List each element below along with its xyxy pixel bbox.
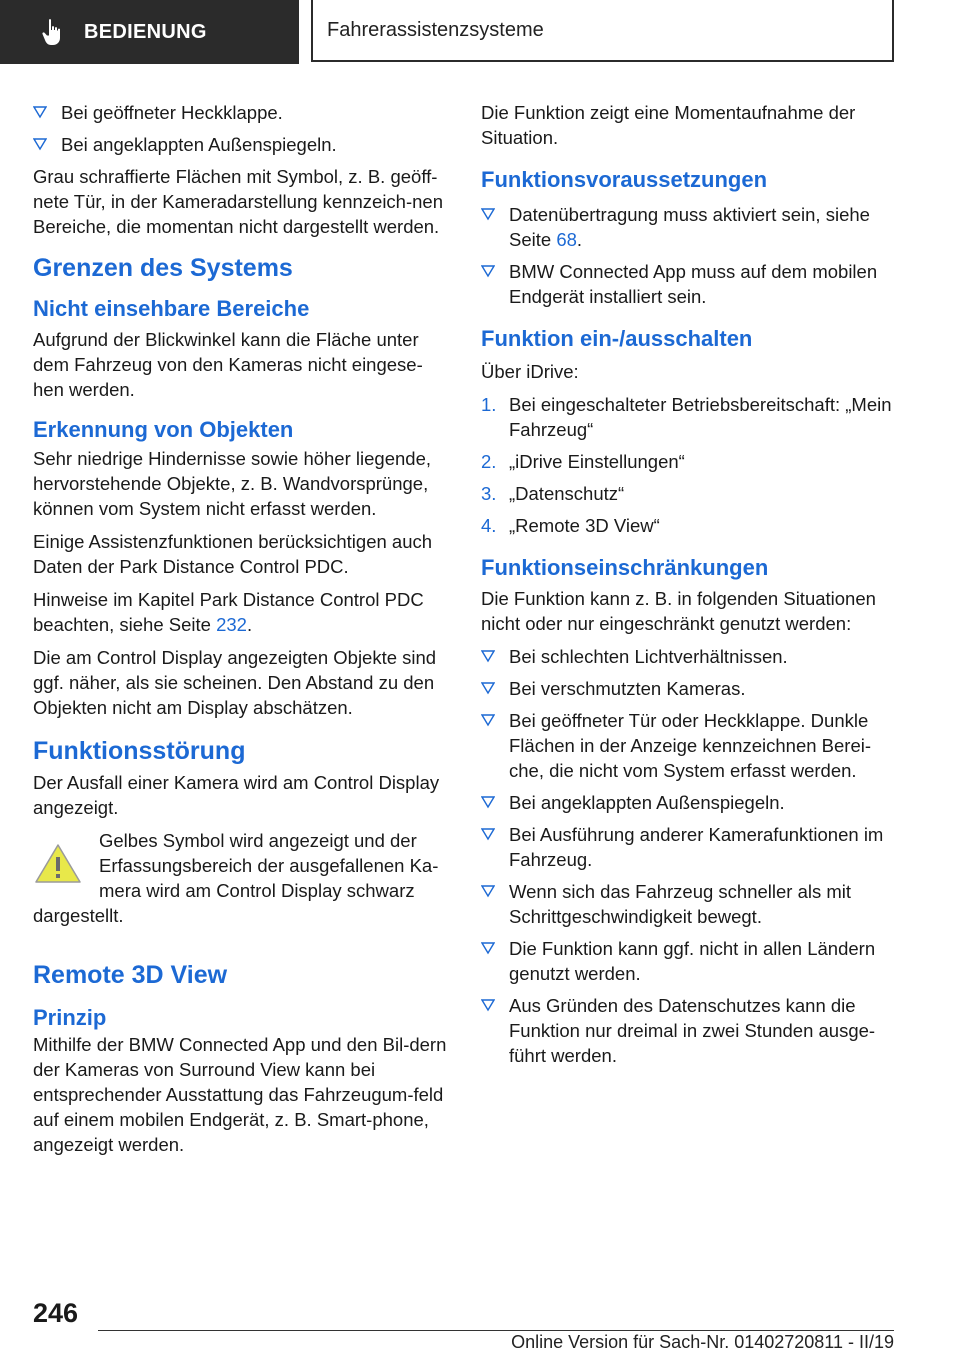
- list-item: Bei verschmutzten Kameras.: [481, 676, 899, 701]
- left-column: [33, 100, 449, 1165]
- triangle-bullet-icon: [481, 884, 495, 898]
- list-item: BMW Connected App muss auf dem mobilen Endgerät installiert sein.: [481, 259, 899, 309]
- triangle-bullet-icon: [481, 827, 495, 841]
- chapter-label: BEDIENUNG: [84, 20, 207, 43]
- list-item: Datenübertragung muss aktiviert sein, siehe Seite 68.: [481, 202, 899, 252]
- hand-pointer-icon: [40, 18, 66, 46]
- paragraph: Grau schraffierte Flächen mit Symbol, z. B. geöff-nete Tür, in der Kameradarstellung kennzeich-nen Bereiche, die momentan nicht dargestellt werden.: [33, 166, 443, 237]
- chapter-tab[interactable]: [0, 0, 299, 64]
- warning-box: [33, 828, 449, 928]
- triangle-bullet-icon: [481, 207, 495, 221]
- warning-triangle-icon: [33, 842, 83, 886]
- triangle-bullet-icon: [481, 713, 495, 727]
- warning-text-tail: dargestellt.: [33, 905, 124, 926]
- footer-version: Online Version für Sach-Nr. 01402720811 - II/19: [511, 1332, 894, 1352]
- top-bullet-list: [33, 100, 449, 157]
- page-link-68[interactable]: 68: [556, 229, 577, 250]
- section-label: Fahrerassistenzsysteme: [327, 18, 544, 41]
- list-item: Aus Gründen des Datenschutzes kann die Funktion nur dreimal in zwei Stunden ausge-führt werden.: [481, 993, 899, 1068]
- page-header: [0, 0, 960, 66]
- page-link-232[interactable]: 232: [216, 614, 247, 635]
- list-item: Bei schlechten Lichtverhältnissen.: [481, 644, 899, 669]
- triangle-bullet-icon: [481, 795, 495, 809]
- triangle-bullet-icon: [481, 681, 495, 695]
- triangle-bullet-icon: [481, 264, 495, 278]
- triangle-bullet-icon: [33, 137, 47, 151]
- limitations-list: [481, 644, 899, 1068]
- heading-remote-3d-view: Remote 3D View: [33, 961, 228, 989]
- list-item: Wenn sich das Fahrzeug schneller als mit Schrittgeschwindigkeit bewegt.: [481, 879, 899, 929]
- paragraph: Sehr niedrige Hindernisse sowie höher liegende, hervorstehende Objekte, z. B. Wandvorsprünge, können vom System nicht erfasst werden.: [33, 448, 431, 519]
- paragraph: Die am Control Display angezeigten Objekte sind ggf. näher, als sie scheinen. Den Abstand zu den Objekten nicht am Display abschätzen.: [33, 647, 437, 718]
- paragraph: Hinweise im Kapitel Park Distance Control PDC beachten, siehe Seite 232.: [33, 589, 424, 635]
- triangle-bullet-icon: [481, 941, 495, 955]
- paragraph: Die Funktion zeigt eine Momentaufnahme der Situation.: [481, 102, 856, 148]
- triangle-bullet-icon: [481, 998, 495, 1012]
- heading-grenzen: Grenzen des Systems: [33, 254, 293, 282]
- steps-list: [481, 392, 899, 538]
- heading-funktionsstoerung: Funktionsstörung: [33, 737, 246, 765]
- heading-funktionsvoraussetzungen: Funktionsvoraussetzungen: [481, 167, 768, 192]
- paragraph: Die Funktion kann z. B. in folgenden Situationen nicht oder nur eingeschränkt genutzt werden:: [481, 588, 876, 634]
- warning-text: Gelbes Symbol wird angezeigt und der Erfassungsbereich der ausgefallenen Ka-mera wird am Control Display schwarz: [99, 830, 439, 901]
- paragraph: Über iDrive:: [481, 361, 579, 382]
- list-item: Bei geöffneter Tür oder Heckklappe. Dunkle Flächen in der Anzeige kennzeichnen Berei-che, die nicht vom System erfasst werden.: [481, 708, 899, 783]
- section-tab[interactable]: [311, 0, 894, 62]
- heading-nicht-einsehbar: Nicht einsehbare Bereiche: [33, 296, 310, 321]
- list-item: 2. „iDrive Einstellungen“: [481, 451, 685, 472]
- paragraph: Mithilfe der BMW Connected App und den Bil-dern der Kameras von Surround View kann bei entsprechender Ausstattung das Fahrzeugum-feld auf einem mobilen Endgerät, z. B. Smart-phone, angezeigt werden.: [33, 1034, 447, 1155]
- list-item: Bei angeklappten Außenspiegeln.: [33, 132, 449, 157]
- list-item: 1. Bei eingeschalteter Betriebsbereitschaft: „Mein Fahrzeug“: [481, 394, 892, 440]
- paragraph: Aufgrund der Blickwinkel kann die Fläche unter dem Fahrzeug von den Kameras nicht eingese-hen werden.: [33, 329, 423, 400]
- triangle-bullet-icon: [33, 105, 47, 119]
- heading-prinzip: Prinzip: [33, 1005, 107, 1030]
- heading-erkennung: Erkennung von Objekten: [33, 417, 294, 442]
- list-item: Bei angeklappten Außenspiegeln.: [481, 790, 899, 815]
- triangle-bullet-icon: [481, 649, 495, 663]
- paragraph: Einige Assistenzfunktionen berücksichtigen auch Daten der Park Distance Control PDC.: [33, 531, 433, 577]
- heading-ein-ausschalten: Funktion ein-/ausschalten: [481, 326, 753, 351]
- list-item: Bei Ausführung anderer Kamerafunktionen im Fahrzeug.: [481, 822, 899, 872]
- right-column: [481, 100, 899, 1075]
- list-item: Die Funktion kann ggf. nicht in allen Ländern genutzt werden.: [481, 936, 899, 986]
- page-number: 246: [33, 1298, 79, 1328]
- list-item: 4. „Remote 3D View“: [481, 515, 660, 536]
- paragraph: Der Ausfall einer Kamera wird am Control Display angezeigt.: [33, 772, 440, 818]
- footer-divider: [98, 1330, 894, 1331]
- list-item: Bei geöffneter Heckklappe.: [33, 100, 449, 125]
- list-item: 3. „Datenschutz“: [481, 483, 625, 504]
- heading-funktionseinschraenkungen: Funktionseinschränkungen: [481, 555, 769, 580]
- requirements-list: [481, 202, 899, 309]
